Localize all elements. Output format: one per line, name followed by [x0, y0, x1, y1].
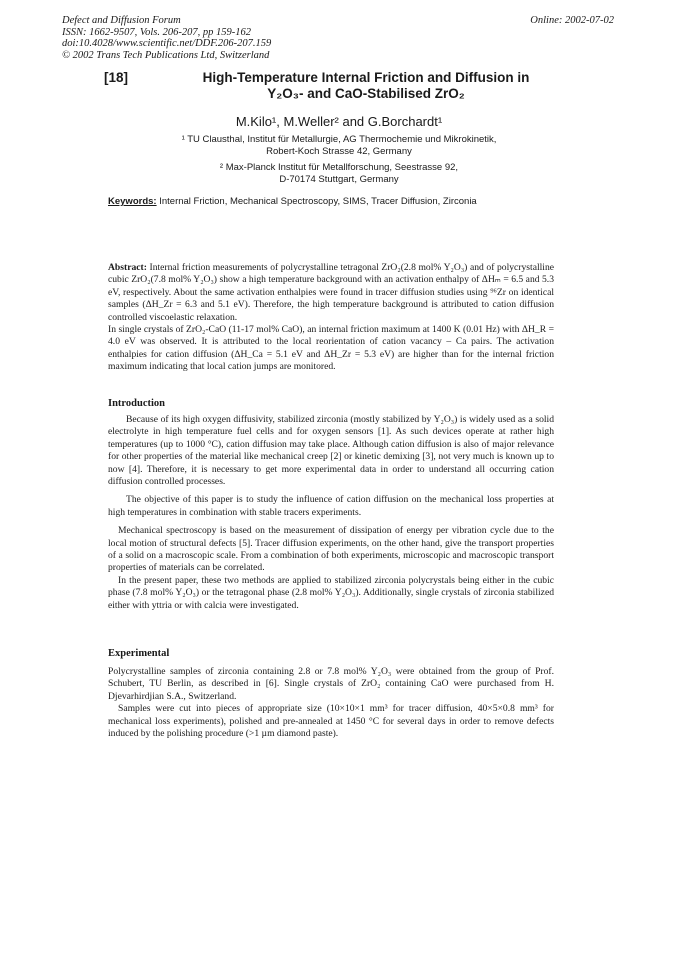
- intro-paragraph-3: Mechanical spectroscopy is based on the measurement of dissipation of energy per vibration cycle due to the local motion of structural defects [5]. Tracer diffusion experiments, on the other hand, give the transport properties of a solid on a macroscopic scale. From a combination of both experiments, microscopic and macroscopic transport properties of materials can be correlated.: [108, 525, 554, 574]
- intro-paragraph-4: In the present paper, these two methods are applied to stabilized zirconia polycrystals being either in the cubic phase (7.8 mol% Y₂O₃) or the tetragonal phase (2.8 mol% Y₂O₃). Additionally, single crystals of zirconia stabilized either with yttria or with calcia were investigated.: [108, 574, 554, 611]
- abstract-text-2: In single crystals of ZrO₂-CaO (11-17 mol% CaO), an internal friction maximum at 1400 K (0.01 Hz) with ΔH_R = 4.0 eV was observed. It is attributed to the local reorientation of cation vacancy – Ca pairs. The activation enthalpies for cation diffusion (ΔH_Ca = 5.1 eV and ΔH_Zr = 5.3 eV) are higher than for the internal friction maximum indicating that local cation jumps are monitored.: [108, 324, 554, 373]
- reference-number: [18]: [104, 70, 129, 85]
- affiliation-1: [0, 134, 678, 158]
- affiliation-1-line-1: ¹ TU Clausthal, Institut für Metallurgie, AG Thermochemie und Mikrokinetik,: [181, 134, 497, 145]
- intro-paragraph-2: The objective of this paper is to study the influence of cation diffusion on the mechanical loss properties at high temperatures in combination with stable tracers experiments.: [108, 494, 554, 518]
- abstract-text: Internal friction measurements of polycrystalline tetragonal ZrO₂(2.8 mol% Y₂O₃) and of polycrystalline cubic ZrO₂(7.8 mol% Y₂O₃) show a high temperature background with an activation enthalpy of ΔHₘ = 6.5 and 5.3 eV, respectively. About the same activation enthalpies were found in tracer diffusion studies using ⁹⁶Zr on identical samples (ΔH_Zr = 6.3 and 5.1 eV). Therefore, the high temperature background is attributed to cation diffusion controlled viscoelastic relaxation.: [108, 262, 554, 323]
- experimental-paragraph-1: Polycrystalline samples of zirconia containing 2.8 or 7.8 mol% Y₂O₃ were obtained from the group of Prof. Schubert, TU Berlin, as described in [6]. Single crystals of ZrO₂ containing CaO were purchased from H. Djevarhirdjian S.A., Switzerland.: [108, 666, 554, 702]
- affiliation-1-line-2: Robert-Koch Strasse 42, Germany: [266, 146, 412, 157]
- introduction-body: [108, 414, 554, 612]
- journal-name: Defect and Diffusion Forum: [62, 15, 181, 26]
- abstract: [108, 262, 554, 374]
- experimental-heading: Experimental: [108, 648, 170, 659]
- keywords: [108, 196, 477, 207]
- abstract-label: Abstract:: [108, 262, 147, 273]
- title-line-2: Y₂O₃- and CaO-Stabilised ZrO₂: [267, 86, 465, 101]
- experimental-paragraph-2: Samples were cut into pieces of appropriate size (10×10×1 mm³ for tracer diffusion, 40×5×0.8 mm³ for mechanical loss experiments), polished and pre-annealed at 1450 °C for several days in order to remove defects induced by the polishing procedure (>1 µm diamond paste).: [108, 703, 554, 740]
- title-line-1: High-Temperature Internal Friction and Diffusion in: [202, 70, 530, 85]
- affiliation-2: [0, 162, 678, 186]
- intro-paragraph-1: Because of its high oxygen diffusivity, stabilized zirconia (mostly stabilized by Y₂O₃) is widely used as a solid electrolyte in high temperature fuel cells and for oxygen sensors [1]. As such devices operate at rather high temperatures (up to 1000 °C), cation diffusion may take place. Although cation diffusion is also of major relevance for other properties of the material like mechanical creep [2] or kinetic demixing [3], not very much is known up to now [4]. Therefore, it is necessary to get more experimental data in order to understand all occurring cation diffusion controlled processes.: [108, 414, 554, 488]
- affiliation-2-line-2: D-70174 Stuttgart, Germany: [279, 174, 399, 185]
- copyright-line: © 2002 Trans Tech Publications Ltd, Switzerland: [62, 49, 270, 61]
- keywords-list: Internal Friction, Mechanical Spectroscopy, SIMS, Tracer Diffusion, Zirconia: [156, 196, 477, 207]
- issn-line: ISSN: 1662-9507, Vols. 206-207, pp 159-162: [62, 26, 251, 38]
- authors: M.Kilo¹, M.Weller² and G.Borchardt¹: [235, 114, 443, 129]
- journal-header: [62, 15, 271, 61]
- keywords-label: Keywords:: [108, 196, 157, 207]
- affiliation-2-line-1: ² Max-Planck Institut für Metallforschung, Seestrasse 92,: [219, 162, 459, 173]
- online-date: Online: 2002-07-02: [530, 15, 614, 26]
- paper-title: [156, 70, 576, 102]
- doi-line: doi:10.4028/www.scientific.net/DDF.206-207.159: [62, 38, 272, 49]
- introduction-heading: Introduction: [108, 398, 165, 409]
- experimental-body: [108, 666, 554, 740]
